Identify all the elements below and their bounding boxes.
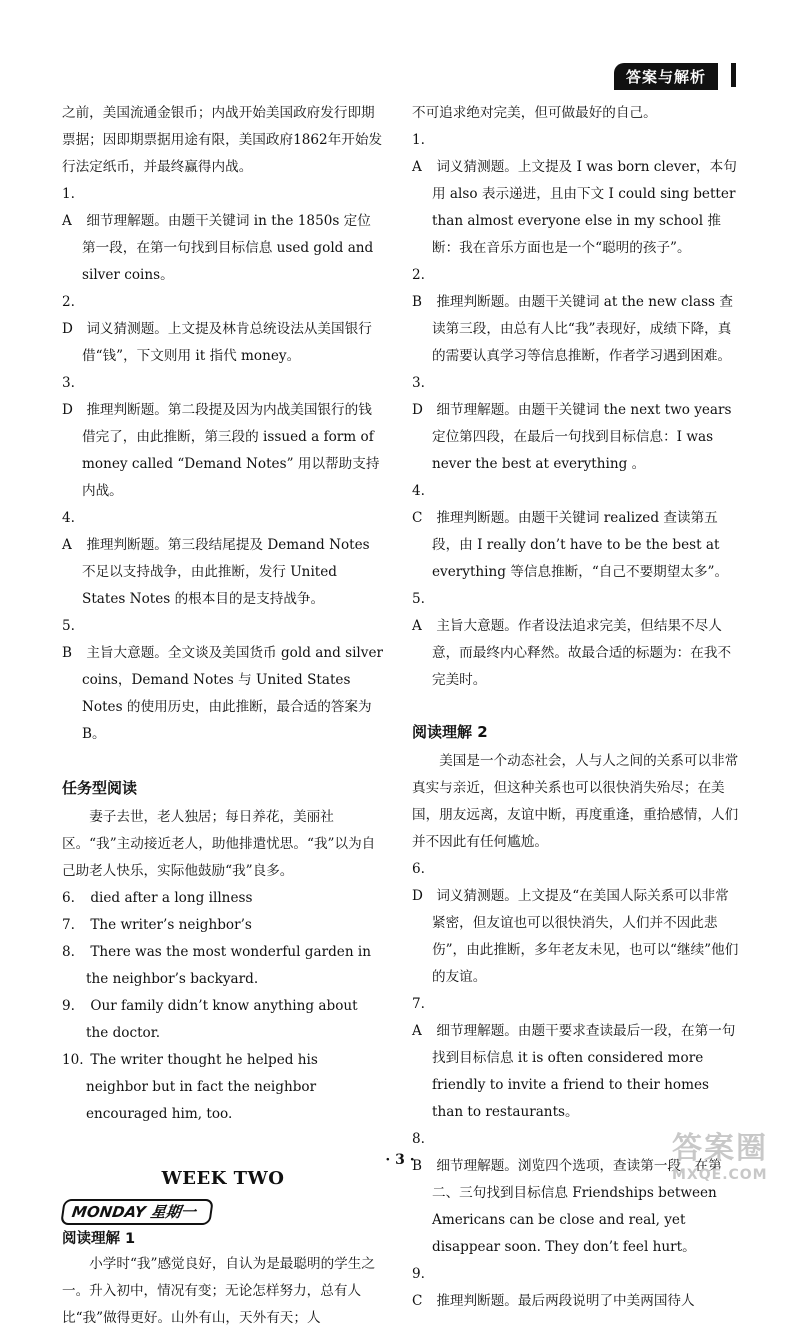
answer-number: 8.: [62, 944, 75, 960]
answer-number: 3. D: [62, 375, 75, 418]
answer-number: 6. D: [412, 861, 425, 904]
answer-item: [62, 993, 384, 1047]
answer-item: [412, 586, 740, 694]
reading1-title: 阅读理解 1: [62, 1231, 136, 1247]
answer-item: [62, 1047, 384, 1128]
left-column: [62, 100, 384, 1332]
answer-number: 2. B: [412, 267, 425, 310]
answer-number: 10.: [62, 1052, 84, 1068]
watermark-url-text: MXQE.COM: [672, 1167, 768, 1183]
answer-number: 3. D: [412, 375, 425, 418]
answer-number: 5. A: [412, 591, 425, 634]
answer-number: 4. A: [62, 510, 75, 553]
answer-item: [62, 613, 384, 748]
answer-text: 推理判断题。由题干关键词 realized 查读第五段，由 I really don’t have to be the best at everything 等信息推断，“自己不要期望太多”。: [432, 510, 729, 580]
answer-number: 5. B: [62, 618, 75, 661]
answer-text: 推理判断题。由题干关键词 at the new class 查读第三段，由总有人比“我”表现好，成绩下降，真的需要认真学习等信息推断，作者学习遇到困难。: [432, 294, 733, 364]
answer-item: [412, 991, 740, 1126]
answer-number: 2. D: [62, 294, 75, 337]
answer-item: [62, 885, 384, 912]
answer-text: 细节理解题。浏览四个选项，查读第一段，在第二、三句找到目标信息 Friendships between Americans can be close and real, yet disappear soon. They don’t feel hurt。: [432, 1158, 722, 1255]
answer-text: 细节理解题。由题干关键词 in the 1850s 定位第一段，在第一句找到目标信息 used gold and silver coins。: [82, 213, 374, 283]
answer-item: [62, 505, 384, 613]
answer-text: 主旨大意题。全文谈及美国货币 gold and silver coins，Demand Notes 与 United States Notes 的使用历史，由此推断，最合适的答案为 B。: [82, 645, 383, 742]
answer-text: 推理判断题。最后两段说明了中美两国待人: [436, 1293, 695, 1309]
left-intro-text: 之前，美国流通金银币；内战开始美国政府发行即期票据；因即期票据用途有限，美国政府1862年开始发行法定纸币，并最终赢得内战。: [62, 105, 383, 175]
answer-text: There was the most wonderful garden in the neighbor’s backyard.: [86, 944, 372, 987]
monday-label: MONDAY 星期一: [60, 1199, 213, 1225]
answer-text: 推理判断题。第二段提及因为内战美国银行的钱借完了，由此推断，第三段的 issued a form of money called “Demand Notes” 用以帮助支持内战。: [82, 402, 380, 499]
answer-number: 6.: [62, 890, 75, 906]
task-answer-list: [62, 885, 384, 1128]
answer-item: [412, 478, 740, 586]
right-answer-list: [412, 127, 740, 694]
section-header-tab: 答案与解析: [614, 63, 718, 90]
answer-number: 8. B: [412, 1131, 425, 1174]
answer-number: 1. A: [62, 186, 75, 229]
answer-text: 主旨大意题。作者设法追求完美，但结果不尽人意，而最终内心释然。故最合适的标题为：在我不完美时。: [432, 618, 732, 688]
answer-text: 词义猜测题。上文提及林肯总统设法从美国银行借“钱”，下文则用 it 指代 money。: [82, 321, 372, 364]
answer-item: [62, 939, 384, 993]
answer-item: [412, 1261, 740, 1315]
answer-text: The writer’s neighbor’s: [90, 917, 252, 933]
answer-item: [412, 856, 740, 991]
task-reading-summary: 妻子去世，老人独居；每日养花，美丽社区。“我”主动接近老人，助他排遣忧思。“我”以为自己助老人快乐，实际他鼓励“我”良多。: [62, 809, 376, 879]
header-bar-divider: [731, 63, 736, 87]
answer-text: 细节理解题。由题干要求查读最后一段，在第一句找到目标信息 it is often considered more friendly to invite a friend to their homes than to restaurants。: [432, 1023, 736, 1120]
answer-number: 9.: [62, 998, 75, 1014]
answer-item: [62, 289, 384, 370]
answer-item: [412, 370, 740, 478]
answer-text: 词义猜测题。上文提及 I was born clever，本句用 also 表示递进，且由下文 I could sing better than almost everyone else in my school 推断：我在音乐方面也是一个“聪明的孩子”。: [432, 159, 737, 256]
answer-text: died after a long illness: [90, 890, 253, 906]
watermark-logo: [672, 1132, 790, 1194]
answer-number: 1. A: [412, 132, 425, 175]
answer-item: [412, 127, 740, 262]
page-number: · 3 ·: [385, 1152, 415, 1168]
answer-text: The writer thought he helped his neighbor but in fact the neighbor encouraged him, too.: [86, 1052, 318, 1122]
reading1-summary: 小学时“我”感觉良好，自认为是最聪明的学生之一。升入初中，情况有变；无论怎样努力，总有人比“我”做得更好。山外有山，天外有天；人: [62, 1256, 375, 1326]
reading2-answer-list: [412, 856, 740, 1315]
answer-number: 7.: [62, 917, 75, 933]
answer-number: 7. A: [412, 996, 425, 1039]
answer-number: 9. C: [412, 1266, 425, 1309]
answer-item: [62, 181, 384, 289]
week-title: WEEK TWO: [161, 1168, 285, 1189]
answer-text: 推理判断题。第三段结尾提及 Demand Notes 不足以支持战争，由此推断，发行 United States Notes 的根本目的是支持战争。: [82, 537, 370, 607]
task-reading-title: 任务型阅读: [62, 779, 138, 797]
answer-number: 4. C: [412, 483, 425, 526]
reading2-summary: 美国是一个动态社会，人与人之间的关系可以非常真实与亲近，但这种关系也可以很快消失殆尽；在美国，朋友远离，友谊中断，再度重逢，重拾感情，人们并不因此有任何尴尬。: [412, 753, 739, 850]
answer-text: 词义猜测题。上文提及“在美国人际关系可以非常紧密，但友谊也可以很快消失，人们并不因此悲伤”，由此推断，多年老友未见，也可以“继续”他们的友谊。: [432, 888, 739, 985]
answer-item: [62, 912, 384, 939]
reading2-title: 阅读理解 2: [412, 723, 488, 741]
answer-item: [412, 262, 740, 370]
answer-text: 细节理解题。由题干关键词 the next two years 定位第四段，在最后一句找到目标信息：I was never the best at everything 。: [432, 402, 732, 472]
right-intro-text: 不可追求绝对完美，但可做最好的自己。: [412, 105, 657, 121]
answer-item: [62, 370, 384, 505]
watermark-logo-text: 答案圈: [672, 1131, 768, 1166]
left-answer-list: [62, 181, 384, 748]
answer-text: Our family didn’t know anything about the doctor.: [86, 998, 358, 1041]
